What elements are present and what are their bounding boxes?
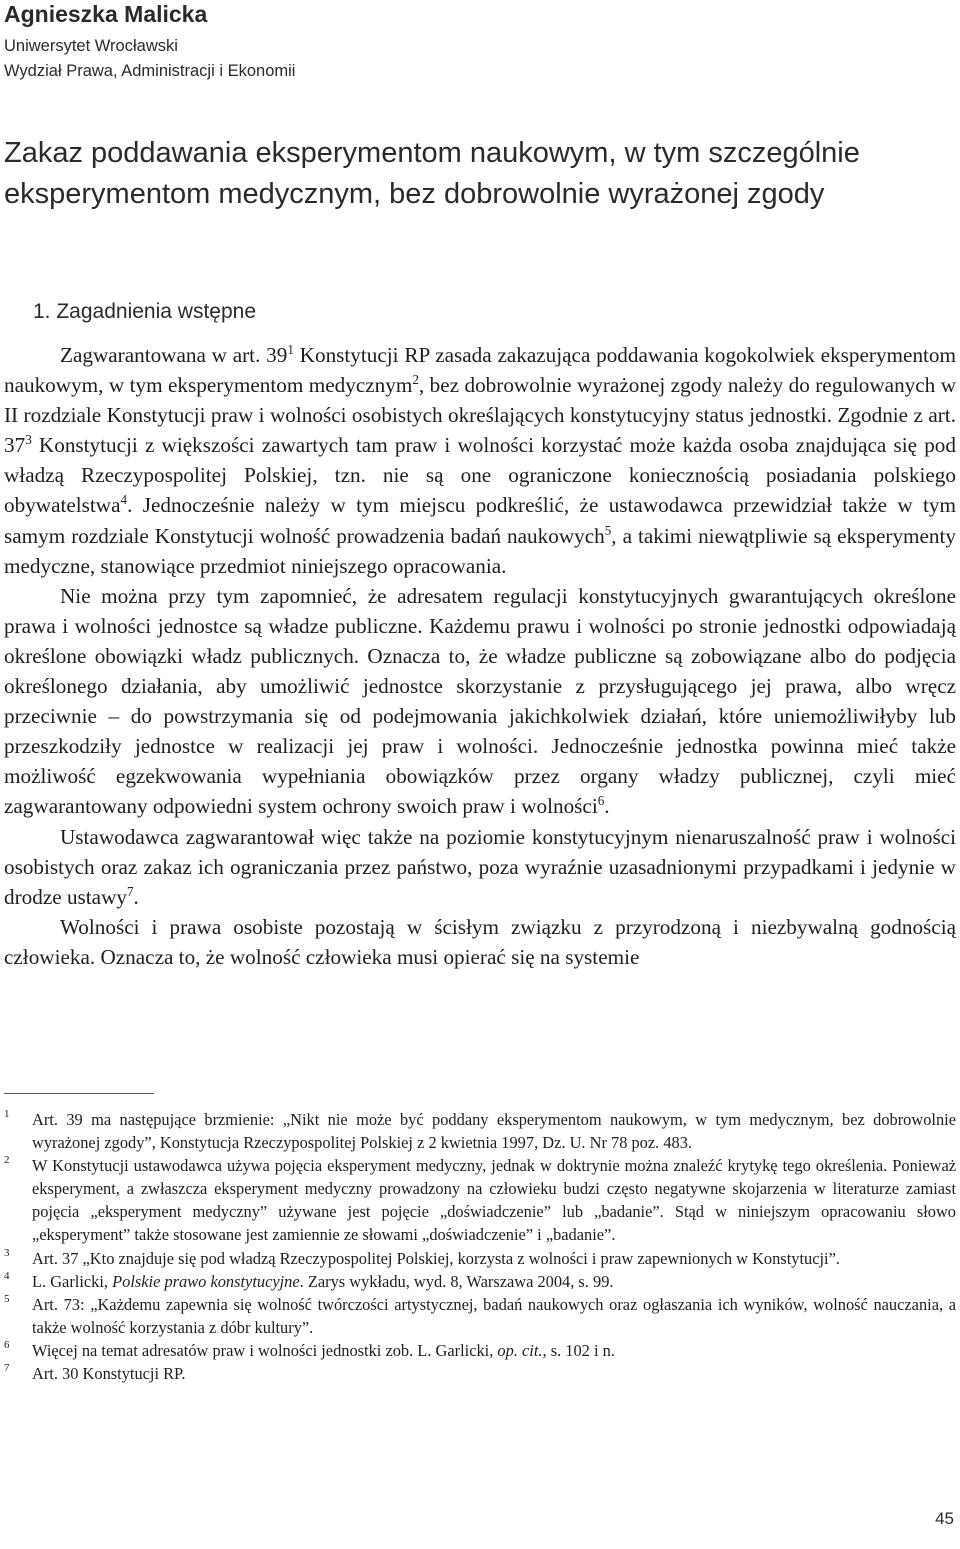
footnote-ref-3[interactable]: 3 xyxy=(25,432,32,448)
footnote-number: 4 xyxy=(4,1269,10,1282)
footnote-3 xyxy=(4,1247,956,1270)
footnote-ref-1[interactable]: 1 xyxy=(287,342,294,358)
footnote-italic-title: Polskie prawo konstytucyjne xyxy=(112,1271,300,1291)
footnote-italic-title: op. cit. xyxy=(497,1340,543,1360)
footnote-text: W Konstytucji ustawodawca używa pojęcia eksperyment medyczny, jednak w doktrynie można znaleźć krytykę tego określenia. Ponieważ eksperyment, a zwłaszcza eksperyment medyczny prowadzony na człowieku budzi często negatywne skojarzenia w literaturze zamiast pojęcia „eksperyment medyczny” używane jest pojęcie „doświadczenie” lub „badanie”. Stąd w niniejszym opracowaniu słowo „eksperyment” także stosowane jest zamiennie ze słowami „doświadczenie” i „badanie”. xyxy=(32,1156,956,1245)
footnote-4 xyxy=(4,1270,956,1293)
paragraph-text: , a takimi niewątpliwie są eksperymenty medyczne, stanowiące przedmiot niniejszego opracowania. xyxy=(4,523,956,578)
footnote-1 xyxy=(4,1108,956,1154)
paragraph-1 xyxy=(4,340,956,581)
footnote-7 xyxy=(4,1362,956,1385)
paragraph-text: . Jednocześnie należy w tym miejscu podkreślić, że ustawodawca przewidział także w tym samym rozdziale Konstytucji wolność prowadzenia badań naukowych xyxy=(4,493,956,548)
footnote-number: 2 xyxy=(4,1154,10,1167)
footnote-ref-6[interactable]: 6 xyxy=(597,793,605,809)
paragraph-2 xyxy=(4,581,956,822)
footnote-text: Art. 73: „Każdemu zapewnia się wolność twórczości artystycznej, badań naukowych oraz ogłaszania ich wyników, wolność nauczania, a także wolność korzystania z dóbr kultury”. xyxy=(32,1294,956,1337)
paragraph-text: . xyxy=(133,884,139,909)
section-heading: 1. Zagadnienia wstępne xyxy=(33,300,256,323)
affiliation-university: Uniwersytet Wrocławski xyxy=(4,37,178,55)
page-number: 45 xyxy=(935,1509,954,1528)
footnote-number: 6 xyxy=(4,1338,10,1351)
footnote-separator xyxy=(4,1093,154,1094)
footnote-text: Więcej na temat adresatów praw i wolności jednostki zob. L. Garlicki, xyxy=(32,1340,498,1360)
paragraph-text: Wolności i prawa osobiste pozostają w ścisłym związku z przyrodzoną i niezbywalną godnością człowieka. Oznacza to, że wolność człowieka musi opierać się na systemie xyxy=(4,914,956,969)
body-text xyxy=(4,340,956,972)
footnote-text: . Zarys wykładu, wyd. 8, Warszawa 2004, s. 99. xyxy=(299,1271,614,1291)
paragraph-text: Nie można przy tym zapomnieć, że adresatem regulacji konstytucyjnych gwarantujących określone prawa i wolności jednostce są władze publiczne. Każdemu prawu i wolności po stronie jednostki odpowiadają określone obowiązki władz publicznych. Oznacza to, że władze publiczne są zobowiązane albo do podjęcia określonego działania, aby umożliwić jednostce skorzystanie z przysługującego jej prawa, albo wręcz przeciwnie – do powstrzymania się od podejmowania jakichkolwiek działań, które uniemożliwiłyby lub przeszkodziły jednostce w realizacji jej praw i wolności. Jednocześnie jednostka powinna mieć także możliwość egzekwowania wypełniania obowiązków przez organy władzy publicznej, czyli mieć zagwarantowany odpowiedni system ochrony swoich praw i wolności xyxy=(4,583,956,819)
paragraph-text: Konstytucji z większości zawartych tam praw i wolności korzystać może każda osoba znajdująca się pod władzą Rzeczypospolitej Polskiej, tzn. nie są one ograniczone koniecznością posiadania polskiego obywatelstwa xyxy=(4,433,956,518)
footnote-ref-7[interactable]: 7 xyxy=(126,883,134,899)
author-name: Agnieszka Malicka xyxy=(4,1,208,27)
footnote-text: , s. 102 i n. xyxy=(542,1340,615,1360)
footnote-text: Art. 30 Konstytucji RP. xyxy=(32,1364,186,1384)
footnote-number: 1 xyxy=(4,1108,10,1120)
paragraph-text: Konstytucji RP zasada zakazująca poddawania kogokolwiek eksperymentom naukowym, w tym eksperymentom medycznym xyxy=(4,343,956,398)
footnote-text: L. Garlicki, xyxy=(32,1271,113,1291)
footnote-ref-4[interactable]: 4 xyxy=(120,492,128,508)
footnote-text: Art. 39 ma następujące brzmienie: „Nikt nie może być poddany eksperymentom naukowym, w tym medycznym, bez dobrowolnie wyrażonej zgody”, Konstytucja Rzeczypospolitej Polskiej z 2 kwietnia 1997, Dz. U. Nr 78 poz. 483. xyxy=(32,1110,956,1153)
paragraph-3 xyxy=(4,822,956,912)
affiliation-faculty: Wydział Prawa, Administracji i Ekonomii xyxy=(4,62,296,80)
footnote-ref-5[interactable]: 5 xyxy=(604,522,612,538)
paragraph-text: Zagwarantowana w art. 39 xyxy=(60,343,288,367)
footnote-number: 7 xyxy=(4,1362,10,1375)
footnote-6 xyxy=(4,1339,956,1362)
footnotes xyxy=(4,1108,956,1385)
article-title: Zakaz poddawania eksperymentom naukowym, w tym szczególnie eksperymentom medycznym, bez dobrowolnie wyrażonej zgody xyxy=(4,137,860,210)
footnote-number: 3 xyxy=(4,1246,10,1259)
footnote-ref-2[interactable]: 2 xyxy=(412,372,419,388)
footnote-number: 5 xyxy=(4,1292,10,1305)
footnote-text: Art. 37 „Kto znajduje się pod władzą Rzeczypospolitej Polskiej, korzysta z wolności i praw zapewnionych w Konstytucji”. xyxy=(32,1248,840,1268)
paragraph-text: , bez dobrowolnie wyrażonej zgody należy do regulowanych w II rozdziale Konstytucji praw i wolności osobistych określających konstytucyjny status jednostki. Zgodnie z art. 37 xyxy=(4,373,956,458)
paragraph-text: . xyxy=(604,794,610,819)
paragraph-4 xyxy=(4,912,956,972)
footnote-2 xyxy=(4,1154,956,1246)
footnote-5 xyxy=(4,1293,956,1339)
paragraph-text: Ustawodawca zagwarantował więc także na poziomie konstytucyjnym nienaruszalność praw i wolności osobistych oraz zakaz ich ograniczania przez państwo, poza wyraźnie uzasadnionymi przypadkami i jedynie w drodze ustawy xyxy=(4,824,956,909)
